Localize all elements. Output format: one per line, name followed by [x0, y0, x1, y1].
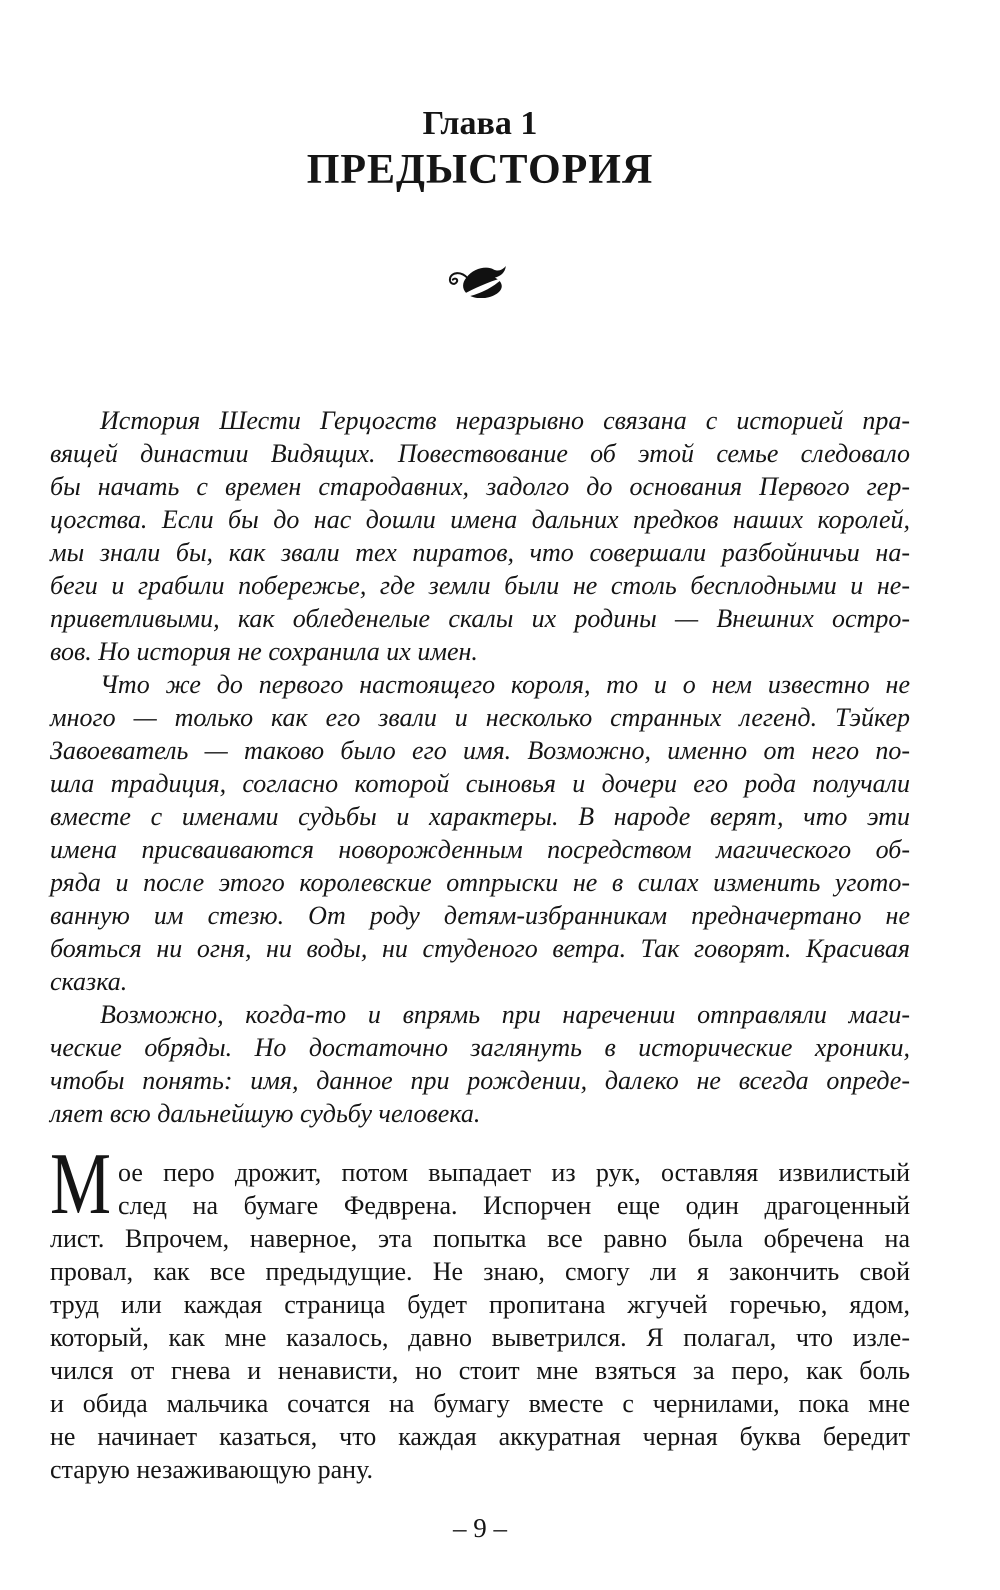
text-line: приветливыми, как обледенелые скалы их родины — Внешних остро-: [50, 604, 910, 633]
text-line: чтобы понять: имя, данное при рождении, далеко не всегда опреде-: [50, 1066, 910, 1095]
text-line: цогства. Если бы до нас дошли имена дальних предков наших королей,: [50, 505, 910, 534]
text-line: имена присваиваются новорожденным посредством магического об-: [50, 835, 910, 864]
text-line: Что же до первого настоящего короля, то и о нем известно не: [100, 670, 910, 699]
text-column: [50, 0, 910, 1545]
text-line: лист. Впрочем, наверное, эта попытка все равно была обречена на: [50, 1224, 910, 1253]
text-line: История Шести Герцогств неразрывно связана с историей пра-: [100, 406, 910, 435]
text-line: след на бумаге Федврена. Испорчен еще один драгоценный: [118, 1191, 910, 1220]
text-line: бояться ни огня, ни воды, ни студеного ветра. Так говорят. Красивая: [50, 934, 910, 963]
page-footer: [50, 1512, 910, 1545]
dropcap-letter: М: [50, 1136, 112, 1233]
text-line: чился от гнева и ненависти, но стоит мне взяться за перо, как боль: [50, 1356, 910, 1385]
chapter-title: ПРЕДЫСТОРИЯ: [306, 147, 654, 193]
chapter-number: Глава 1: [422, 105, 538, 142]
text-line: ческие обряды. Но достаточно заглянуть в исторические хроники,: [50, 1033, 910, 1062]
page-number: – 9 –: [453, 1513, 507, 1543]
leaf-fleuron-icon: [50, 264, 910, 298]
text-line: провал, как все предыдущие. Не знаю, смогу ли я закончить свой: [50, 1257, 910, 1286]
chapter-heading: [50, 104, 910, 194]
body-text-section: [50, 1136, 910, 1486]
text-line: ряда и после этого королевские отпрыски не в силах изменить угото-: [50, 868, 910, 897]
text-line: беги и грабили побережье, где земли были не столь бесплодными и не-: [50, 571, 910, 600]
text-line: шла традиция, согласно которой сыновья и дочери его рода получали: [50, 769, 910, 798]
text-line: вов. Но история не сохранила их имен.: [50, 637, 478, 666]
text-line: и обида мальчика сочатся на бумагу вместе с чернилами, пока мне: [50, 1389, 910, 1418]
text-line: который, как мне казалось, давно выветрился. Я полагал, что изле-: [50, 1323, 910, 1352]
text-line: сказка.: [50, 967, 128, 996]
text-line: старую незаживающую рану.: [50, 1455, 373, 1484]
text-line: Завоеватель — таково было его имя. Возможно, именно от него по-: [50, 736, 910, 765]
text-line: мы знали бы, как звали тех пиратов, что совершали разбойничьи на-: [50, 538, 910, 567]
text-line: бы начать с времен стародавних, задолго до основания Первого гер-: [50, 472, 910, 501]
text-line: труд или каждая страница будет пропитана жгучей горечью, ядом,: [50, 1290, 910, 1319]
text-line: ванную им стезю. От роду детям-избранникам предначертано не: [50, 901, 910, 930]
paragraph: [50, 998, 910, 1130]
paragraph: [50, 404, 910, 668]
epigraph-section: [50, 404, 910, 1130]
text-line: ляет всю дальнейшую судьбу человека.: [50, 1099, 481, 1128]
paragraph: [50, 668, 910, 998]
text-line: вящей династии Видящих. Повествование об этой семье следовало: [50, 439, 910, 468]
text-line: вместе с именами судьбы и характеры. В народе верят, что эти: [50, 802, 910, 831]
text-line: не начинает казаться, что каждая аккуратная черная буква бередит: [50, 1422, 910, 1451]
text-line: много — только как его звали и несколько странных легенд. Тэйкер: [50, 703, 910, 732]
text-line: Возможно, когда-то и впрямь при наречении отправляли маги-: [100, 1000, 910, 1029]
text-line: ое перо дрожит, потом выпадает из рук, оставляя извилистый: [118, 1158, 910, 1187]
